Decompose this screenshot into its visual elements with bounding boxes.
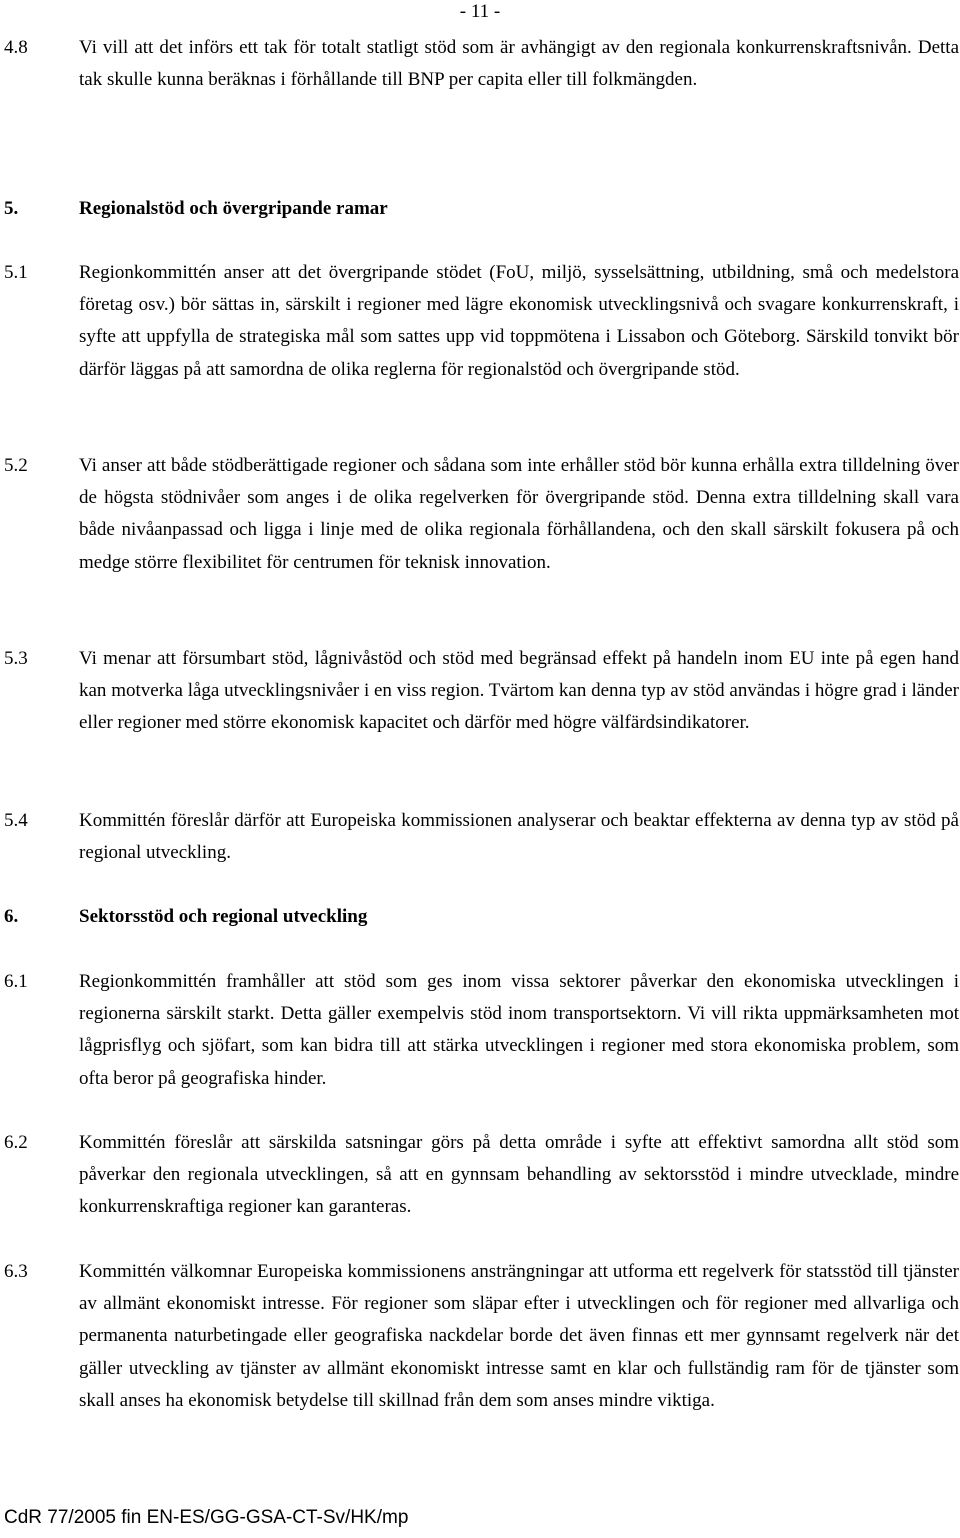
paragraph-6-3 [4,1256,960,1417]
paragraph-number: 5.2 [4,455,28,476]
paragraph-5-2 [4,450,960,579]
section-heading-5 [4,193,960,225]
paragraph-number: 5.4 [4,810,28,831]
paragraph-text: Kommittén välkomnar Europeiska kommissionens ansträngningar att utforma ett regelverk för statsstöd till tjänster av allmänt ekonomiskt intresse. För regioner som släpar efter i utvecklingen och för regioner med allvarliga och permanenta naturbetingade eller geografiska nackdelar borde det även finnas ett mer gynnsamt regelverk när det gäller utveckling av tjänster av allmänt ekonomiskt intresse samt en klar och fullständig ram för de tjänster som skall anses ha ekonomisk betydelse till skillnad från dem som anses mindre viktiga. [79,1261,959,1411]
section-number: 6. [4,906,19,927]
section-title: Sektorsstöd och regional utveckling [79,906,368,927]
page-number: - 11 - [459,1,501,22]
paragraph-6-2 [4,1127,960,1224]
paragraph-6-1 [4,966,960,1095]
paragraph-number: 5.1 [4,262,28,283]
paragraph-text: Kommittén föreslår att särskilda satsningar görs på detta område i syfte att effektivt samordna allt stöd som påverkar den regionala utvecklingen, så att en gynnsam behandling av sektorsstöd i mindre utvecklade, mindre konkurrenskraftiga regioner kan garanteras. [79,1132,959,1218]
paragraph-text: Regionkommittén framhåller att stöd som ges inom vissa sektorer påverkar den ekonomiska utvecklingen i regionerna särskilt starkt. Detta gäller exempelvis stöd inom transportsektorn. Vi vill rikta uppmärksamheten mot lågprisflyg och sjöfart, som kan bidra till att stärka utvecklingen i regioner med stora ekonomiska problem, som ofta beror på geografiska hinder. [79,971,959,1089]
paragraph-5-1 [4,257,960,386]
paragraph-number: 6.2 [4,1132,28,1153]
paragraph-number: 6.3 [4,1261,28,1282]
paragraph-text: Regionkommittén anser att det övergripande stödet (FoU, miljö, sysselsättning, utbildning, små och medelstora företag osv.) bör sättas in, särskilt i regioner med lägre ekonomisk utvecklingsnivå och svagare konkurrenskraft, i syfte att uppfylla de strategiska mål som sattes upp vid toppmötena i Lissabon och Göteborg. Särskild tonvikt bör därför läggas på att samordna de olika reglerna för regionalstöd och övergripande stöd. [79,262,959,380]
paragraph-number: 5.3 [4,648,28,669]
paragraph-text: Kommittén föreslår därför att Europeiska kommissionen analyserar och beaktar effekterna av denna typ av stöd på regional utveckling. [79,810,959,864]
section-heading-6 [4,901,960,933]
paragraph-text: Vi menar att försumbart stöd, lågnivåstöd och stöd med begränsad effekt på handeln inom EU inte på egen hand kan motverka låga utvecklingsnivåer i en viss region. Tvärtom kan denna typ av stöd användas i högre grad i länder eller regioner med större ekonomisk kapacitet och därför med högre välfärdsindikatorer. [79,648,959,734]
section-title: Regionalstöd och övergripande ramar [79,198,388,219]
paragraph-text: Vi anser att både stödberättigade regioner och sådana som inte erhåller stöd bör kunna erhålla extra tilldelning över de högsta stödnivåer som anges i de olika regelverken för övergripande stöd. Denna extra tilldelning skall vara både nivåanpassad och ligga i linje med de olika regionala förhållandena, och den skall särskilt fokusera på och medge större flexibilitet för centrumen för teknisk innovation. [79,455,959,573]
paragraph-5-4 [4,805,960,869]
paragraph-4-8 [4,32,960,96]
paragraph-5-3 [4,643,960,740]
section-number: 5. [4,198,19,219]
paragraph-text: Vi vill att det införs ett tak för totalt statligt stöd som är avhängigt av den regionala konkurrenskraftsnivån. Detta tak skulle kunna beräknas i förhållande till BNP per capita eller till folkmängden. [79,37,959,91]
paragraph-number: 6.1 [4,971,28,992]
paragraph-number: 4.8 [4,37,28,58]
document-footer-reference: CdR 77/2005 fin EN-ES/GG-GSA-CT-Sv/HK/mp [4,1507,409,1528]
